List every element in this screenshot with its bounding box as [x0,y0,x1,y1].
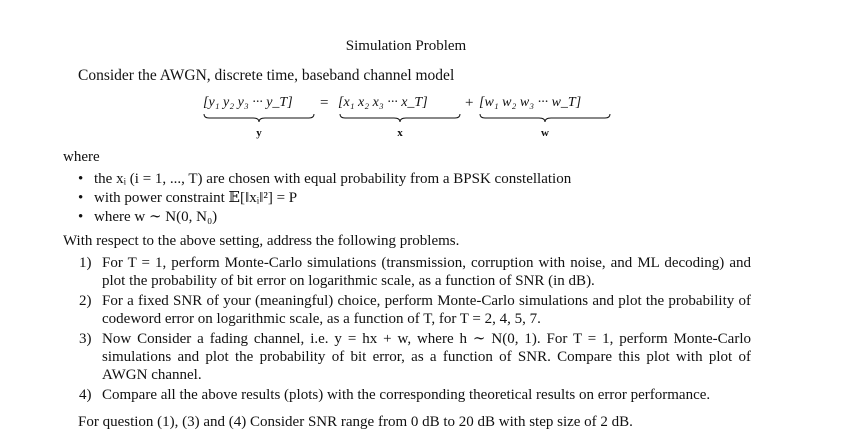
problem-number: 3) [79,331,92,347]
intro-text: Consider the AWGN, discrete time, baseband channel model [78,67,455,84]
problem-item [79,386,751,404]
problem-item [79,254,751,290]
problem-text: For T = 1, perform Monte-Carlo simulations (transmission, corruption with noise, and ML decoding) and plot the probability of bit error on logarithmic scale, as a function of SNR (in dB). [102,255,751,289]
problem-text: Compare all the above results (plots) with the corresponding theoretical results on error performance. [102,387,711,403]
problem-text: For a fixed SNR of your (meaningful) choice, perform Monte-Carlo simulations and plot the probability of codeword error on logarithmic scale, as a function of T, for T = 2, 4, 5, 7. [102,293,751,327]
assumption-list [78,170,778,227]
bullet-dot-icon: • [78,209,84,225]
x-underbrace [339,113,461,123]
y-label: y [256,127,262,139]
bullet-dot-icon: • [78,190,84,206]
bullet-text: where w ∼ N(0, N₀) [94,209,218,225]
channel-equation [203,94,623,138]
problems-intro: With respect to the above setting, address the following problems. [63,233,460,249]
problem-text: Now Consider a fading channel, i.e. y = hx + w, where h ∼ N(0, 1). For T = 1, perform Monte-Carlo simulations and plot the probability of bit error, as a function of SNR. Compare this plot with plot of AWGN channel. [102,331,751,383]
w-underbrace [479,113,611,123]
bullet-dot-icon: • [78,171,84,187]
bullet-text: the xᵢ (i = 1, ..., T) are chosen with equal probability from a BPSK constellation [94,171,572,187]
x-label: x [397,127,403,139]
closing-note: For question (1), (3) and (4) Consider SNR range from 0 dB to 20 dB with step size of 2 dB. [78,414,633,430]
w-label: w [541,127,549,139]
plus-sign: + [465,95,474,111]
y-vector: [y₁ y₂ y₃ ··· y_T] [203,95,293,110]
problem-number: 2) [79,293,92,309]
problem-number: 1) [79,255,92,271]
equals-sign: = [320,95,329,111]
where-label: where [63,149,100,165]
bullet-text: with power constraint 𝔼[‖xᵢ‖²] = P [94,190,298,206]
problem-number: 4) [79,387,92,403]
problem-item [79,330,751,384]
list-item [78,189,778,208]
y-underbrace [203,113,315,123]
list-item [78,170,778,189]
page-title: Simulation Problem [345,38,467,54]
x-vector: [x₁ x₂ x₃ ··· x_T] [338,95,428,110]
w-vector: [w₁ w₂ w₃ ··· w_T] [479,95,582,110]
problem-item [79,292,751,328]
problem-list [79,254,751,406]
list-item [78,208,778,227]
